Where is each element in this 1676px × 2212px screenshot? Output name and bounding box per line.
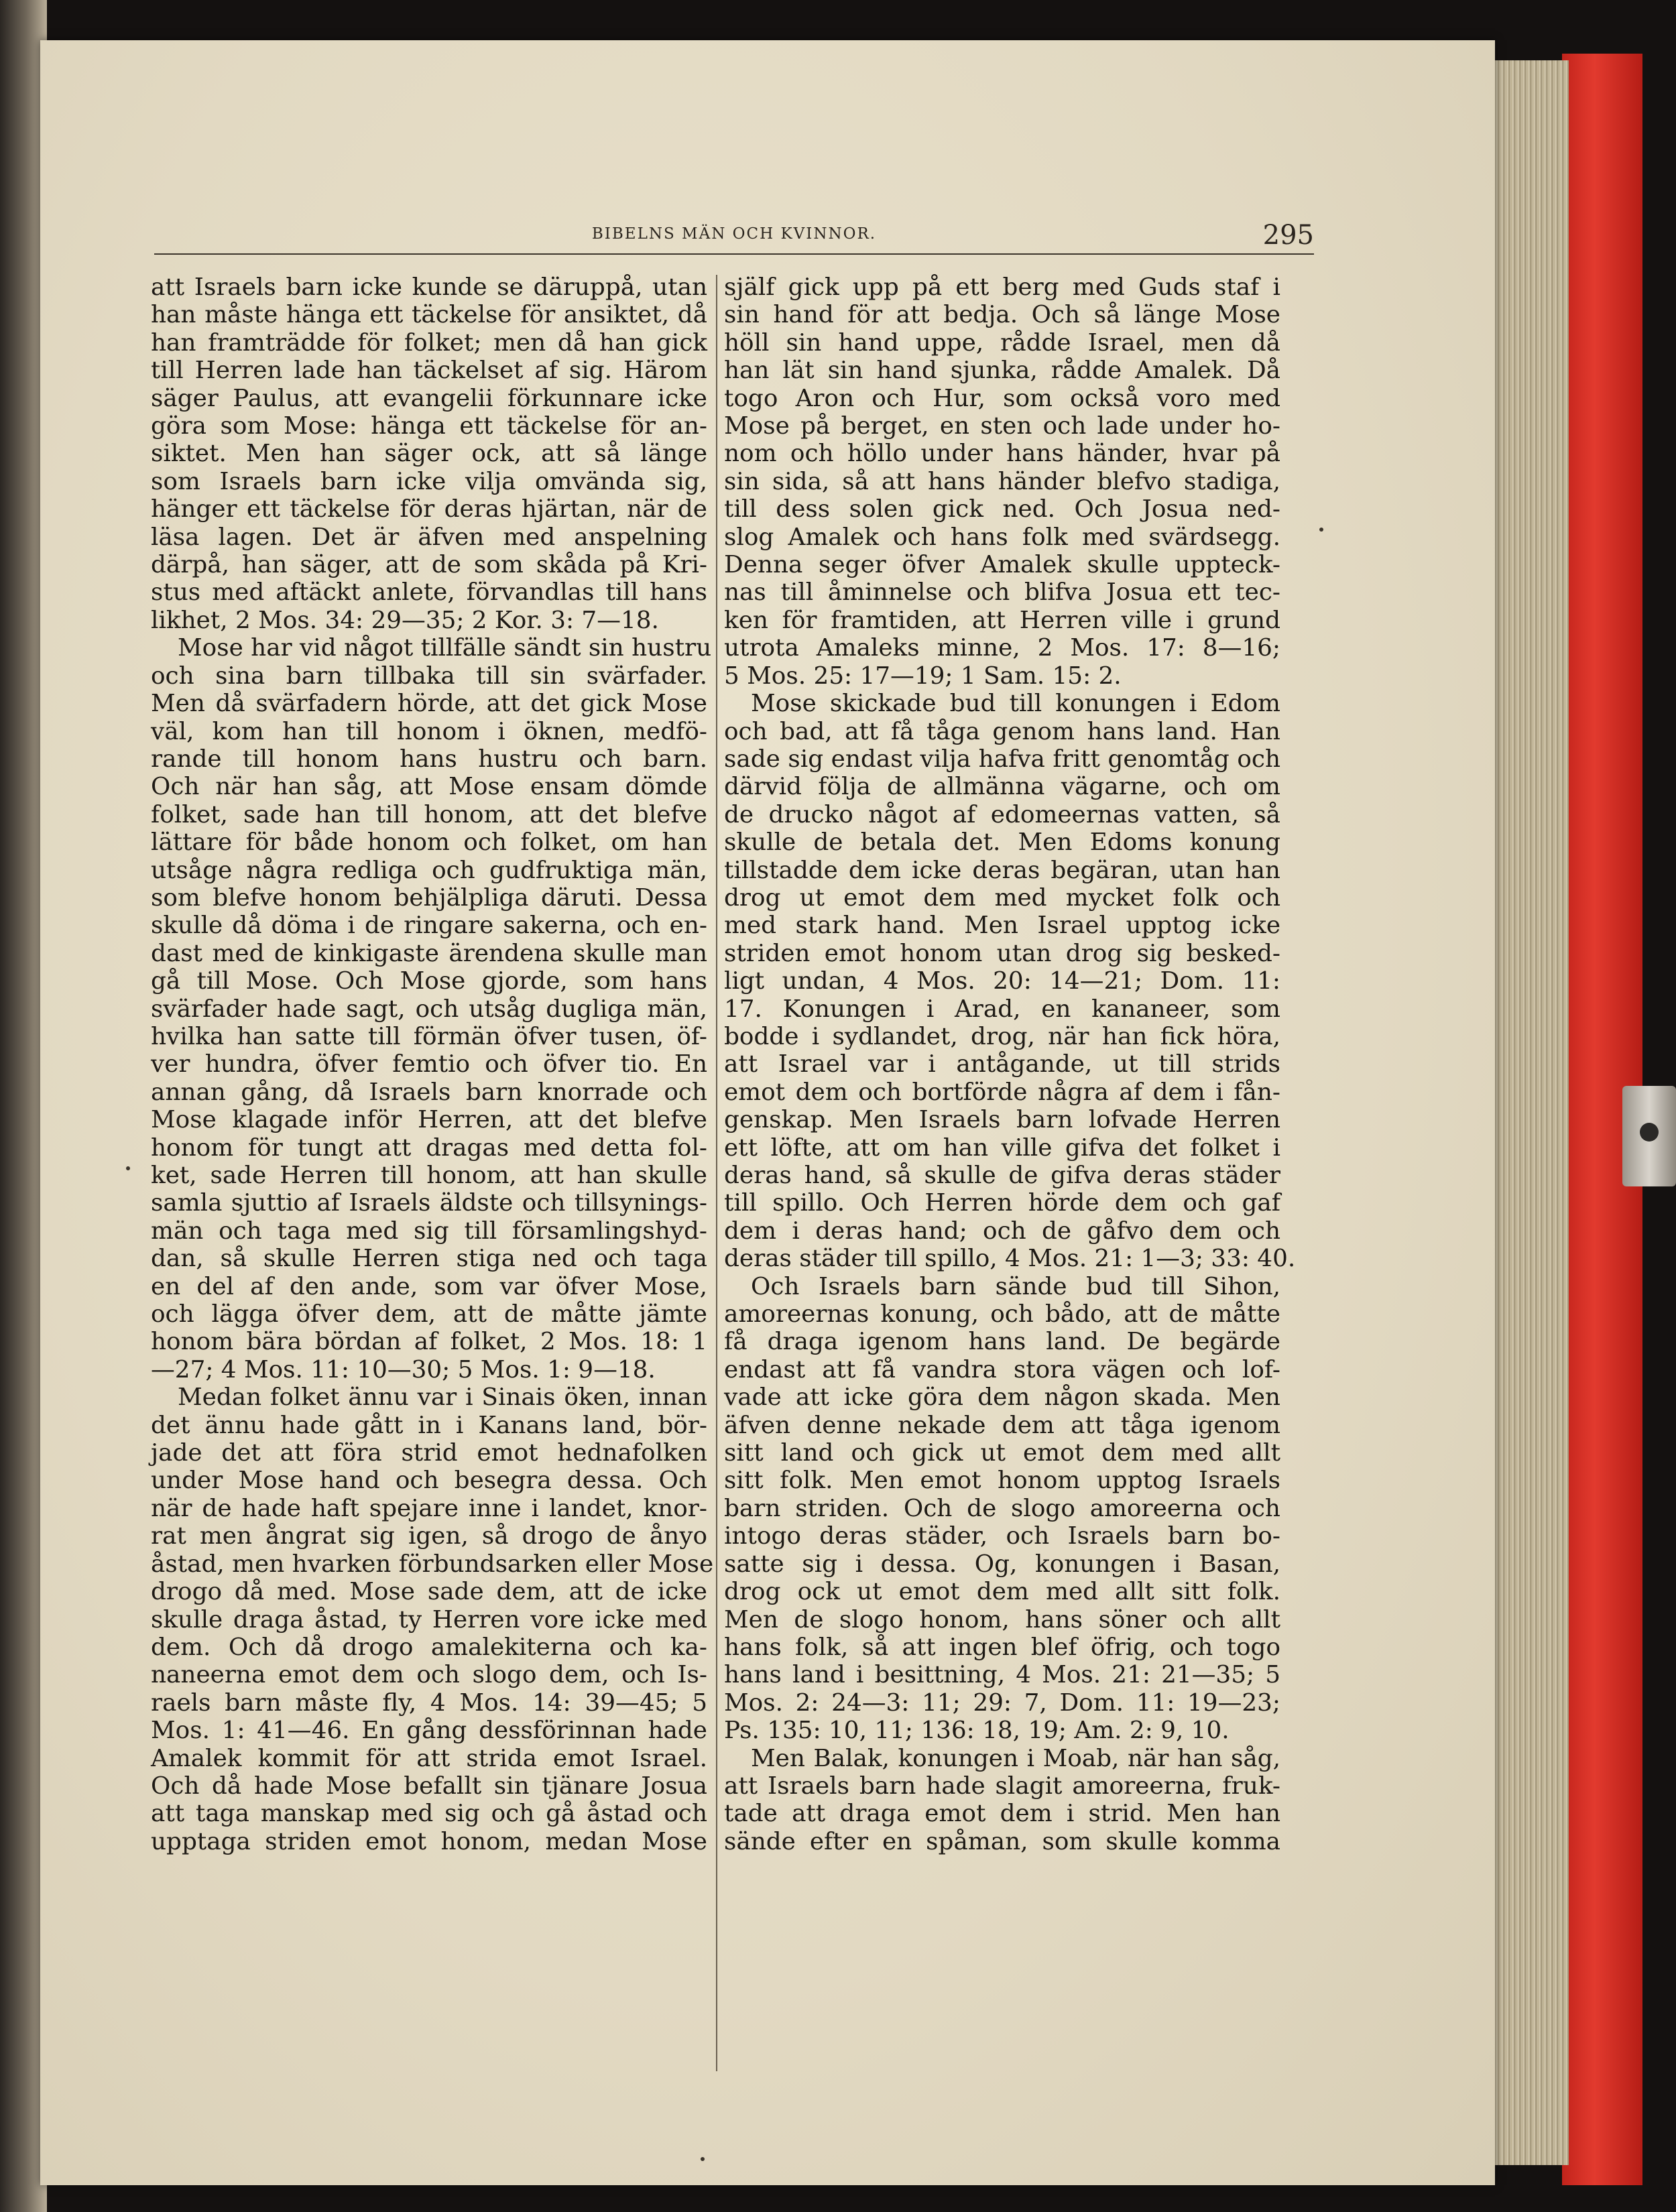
text-line: utsåge några redliga och gudfruktiga män, [151, 856, 707, 884]
text-line: sin hand för att bedja. Och så länge Mose [724, 301, 1280, 329]
text-line: striden emot honom utan drog sig besked- [724, 939, 1280, 967]
text-line: upptaga striden emot honom, medan Mose [151, 1827, 707, 1855]
text-line: därpå, han säger, att de som skåda på Kri- [151, 551, 707, 579]
left-column [151, 273, 714, 2083]
text-line: Medan folket ännu var i Sinais öken, innan [178, 1384, 707, 1412]
text-line: 17. Konungen i Arad, en kananeer, som [724, 995, 1280, 1023]
text-line: samla sjuttio af Israels äldste och tillsynings- [151, 1189, 707, 1217]
text-line: till dess solen gick ned. Och Josua ned- [724, 495, 1280, 524]
text-line: folket, sade han till honom, att det blefve [151, 800, 707, 828]
text-line: drogo då med. Mose sade dem, att de icke [151, 1578, 707, 1606]
text-line: äfven denne nekade dem att tåga igenom [724, 1411, 1280, 1439]
text-line: tade att draga emot dem i strid. Men han [724, 1800, 1280, 1828]
text-line: Mose skickade bud till konungen i Edom [751, 690, 1280, 718]
text-line: Mose har vid något tillfälle sändt sin hustru [178, 634, 712, 662]
text-line: stus med aftäckt anlete, förvandlas till hans [151, 578, 707, 607]
page-clip [1622, 1086, 1676, 1186]
text-line: under Mose hand och besegra dessa. Och [151, 1467, 707, 1495]
text-line: Ps. 135: 10, 11; 136: 18, 19; Am. 2: 9, 10. [724, 1717, 1230, 1745]
text-line: sände efter en spåman, som skulle komma [724, 1827, 1280, 1855]
text-line: endast att få vandra stora vägen och lof- [724, 1355, 1280, 1384]
text-line: deras städer till spillo, 4 Mos. 21: 1—3; 33: 40. [724, 1245, 1296, 1273]
text-line: därvid följa de allmänna vägarne, och om [724, 773, 1280, 801]
text-line: bodde i sydlandet, drog, när han fick höra, [724, 1022, 1280, 1050]
text-line: dem. Och då drogo amalekiterna och ka- [151, 1633, 707, 1661]
ink-speck [126, 1166, 130, 1170]
text-line: nom och höllo under hans händer, hvar på [724, 440, 1280, 468]
text-line: dan, så skulle Herren stiga ned och taga [151, 1245, 707, 1273]
text-line: rande till honom hans hustru och barn. [151, 745, 707, 773]
text-line: själf gick upp på ett berg med Guds staf i [724, 273, 1280, 301]
text-line: tillstadde dem icke deras begäran, utan han [724, 856, 1280, 884]
text-line: hänger ett täckelse för deras hjärtan, när de [151, 495, 707, 524]
text-line: genskap. Men Israels barn lofvade Herren [724, 1106, 1280, 1134]
text-line: Och då hade Mose befallt sin tjänare Josua [151, 1772, 707, 1800]
text-line: Denna seger öfver Amalek skulle uppteck- [724, 551, 1280, 579]
text-line: till spillo. Och Herren hörde dem och gaf [724, 1189, 1280, 1217]
text-line: en del af den ande, som var öfver Mose, [151, 1272, 707, 1300]
text-line: läsa lagen. Det är äfven med anspelning [151, 523, 707, 551]
text-line: Mose klagade inför Herren, att det blefve [151, 1106, 707, 1134]
text-line: Men de slogo honom, hans söner och allt [724, 1605, 1280, 1634]
text-line: som blefve honom behjälpliga däruti. Dessa [151, 883, 707, 912]
text-line: 5 Mos. 25: 17—19; 1 Sam. 15: 2. [724, 662, 1122, 690]
text-line: till Herren lade han täckelset af sig. Härom [151, 357, 707, 385]
text-line: Mose på berget, en sten och lade under ho- [724, 412, 1280, 440]
text-line: ket, sade Herren till honom, att han skulle [151, 1162, 707, 1189]
text-line: och lägga öfver dem, att de måtte jämte [151, 1300, 707, 1329]
text-line: hans land i besittning, 4 Mos. 21: 21—35; 5 [724, 1661, 1280, 1689]
text-line: hvilka han satte till förmän öfver tusen, öf- [151, 1022, 707, 1050]
text-line: Mos. 1: 41—46. En gång dessförinnan hade [151, 1717, 707, 1745]
text-line: likhet, 2 Mos. 34: 29—35; 2 Kor. 3: 7—18. [151, 606, 659, 634]
clip-hole [1640, 1123, 1659, 1142]
text-line: han lät sin hand sjunka, rådde Amalek. Då [724, 357, 1280, 385]
text-line: honom bära bördan af folket, 2 Mos. 18: 1 [151, 1328, 707, 1356]
text-line: satte sig i dessa. Og, konungen i Basan, [724, 1550, 1280, 1578]
text-line: amoreernas konung, och bådo, att de måtte [724, 1300, 1280, 1329]
text-line: Och Israels barn sände bud till Sihon, [751, 1272, 1280, 1300]
text-line: sitt folk. Men emot honom upptog Israels [724, 1467, 1280, 1495]
text-line: att taga manskap med sig och gå åstad och [151, 1800, 707, 1828]
text-line: slog Amalek och hans folk med svärdsegg. [724, 523, 1280, 551]
text-line: Men då svärfadern hörde, att det gick Mose [151, 690, 707, 718]
column-divider [716, 275, 717, 2071]
text-line: hans folk, så att ingen blef öfrig, och togo [724, 1633, 1280, 1661]
text-line: ken för framtiden, att Herren ville i grund [724, 606, 1280, 634]
text-line: Men Balak, konungen i Moab, när han såg, [751, 1744, 1280, 1772]
text-line: rat men ångrat sig igen, så drogo de ånyo [151, 1522, 707, 1550]
text-line: väl, kom han till honom i öknen, medfö- [151, 717, 707, 745]
text-line: åstad, men hvarken förbundsarken eller Mose [151, 1550, 714, 1578]
text-line: drog ock ut emot dem med allt sitt folk. [724, 1578, 1280, 1606]
text-line: ver hundra, öfver femtio och öfver tio. En [151, 1050, 707, 1079]
text-line: skulle då döma i de ringare sakerna, och en- [151, 912, 707, 940]
text-line: svärfader hade sagt, och utsåg dugliga män, [151, 995, 707, 1023]
text-line: att Israels barn icke kunde se däruppå, utan [151, 273, 707, 301]
page-stack-edge [1495, 60, 1569, 2165]
text-line: Och när han såg, att Mose ensam dömde [151, 773, 707, 801]
text-line: drog ut emot dem med mycket folk och [724, 883, 1280, 912]
text-line: sitt land och gick ut emot dem med allt [724, 1439, 1280, 1467]
text-line: skulle de betala det. Men Edoms konung [724, 828, 1280, 857]
text-line: göra som Mose: hänga ett täckelse för an- [151, 412, 707, 440]
right-column [724, 273, 1296, 2083]
text-line: dem i deras hand; och de gåfvo dem och [724, 1217, 1280, 1245]
text-line: säger Paulus, att evangelii förkunnare icke [151, 384, 707, 412]
text-line: det ännu hade gått in i Kanans land, bör- [151, 1411, 707, 1439]
text-line: höll sin hand uppe, rådde Israel, men då [724, 328, 1280, 357]
text-line: han måste hänga ett täckelse för ansiktet, då [151, 301, 707, 329]
text-line: skulle draga åstad, ty Herren vore icke med [151, 1605, 707, 1634]
text-line: siktet. Men han säger ock, att så länge [151, 440, 707, 468]
text-line: att Israels barn hade slagit amoreerna, fruk- [724, 1772, 1280, 1800]
text-line: raels barn måste fly, 4 Mos. 14: 39—45; 5 [151, 1688, 707, 1717]
text-line: som Israels barn icke vilja omvända sig, [151, 467, 707, 495]
text-line: och sina barn tillbaka till sin svärfader. [151, 662, 707, 690]
text-line: när de hade haft spejare inne i landet, knor- [151, 1494, 707, 1522]
text-line: honom för tungt att dragas med detta fol- [151, 1133, 707, 1162]
text-line: utrota Amaleks minne, 2 Mos. 17: 8—16; [724, 634, 1280, 662]
text-line: att Israel var i antågande, ut till strids [724, 1050, 1280, 1079]
text-line: sin sida, så att hans händer blefvo stadiga, [724, 467, 1280, 495]
text-line: Mos. 2: 24—3: 11; 29: 7, Dom. 11: 19—23; [724, 1688, 1280, 1717]
text-line: med stark hand. Men Israel upptog icke [724, 912, 1280, 940]
text-line: han framträdde för folket; men då han gick [151, 328, 707, 357]
text-line: nas till åminnelse och blifva Josua ett tec- [724, 578, 1280, 607]
text-line: —27; 4 Mos. 11: 10—30; 5 Mos. 1: 9—18. [151, 1355, 656, 1384]
text-line: ett löfte, att om han ville gifva det folket i [724, 1133, 1280, 1162]
text-line: togo Aron och Hur, som också voro med [724, 384, 1280, 412]
text-line: och bad, att få tåga genom hans land. Han [724, 717, 1280, 745]
text-line: de drucko något af edomeernas vatten, så [724, 800, 1280, 828]
text-line: sade sig endast vilja hafva fritt genomtåg och [724, 745, 1280, 773]
ink-speck [701, 2157, 705, 2161]
ink-speck [1319, 528, 1323, 532]
text-line: intogo deras städer, och Israels barn bo- [724, 1522, 1280, 1550]
text-line: få draga igenom hans land. De begärde [724, 1328, 1280, 1356]
running-head: BIBELNS MÄN OCH KVINNOR. [591, 225, 877, 243]
text-line: ligt undan, 4 Mos. 20: 14—21; Dom. 11: [724, 967, 1280, 995]
text-line: deras hand, så skulle de gifva deras städer [724, 1162, 1280, 1189]
text-line: emot dem och bortförde några af dem i fån- [724, 1078, 1280, 1106]
text-line: vade att icke göra dem någon skada. Men [724, 1384, 1280, 1412]
text-line: naneerna emot dem och slogo dem, och Is- [151, 1661, 707, 1689]
text-line: jade det att föra strid emot hednafolken [151, 1439, 707, 1467]
text-line: män och taga med sig till församlingshyd- [151, 1217, 707, 1245]
text-line: dast med de kinkigaste ärendena skulle man [151, 939, 707, 967]
text-line: barn striden. Och de slogo amoreerna och [724, 1494, 1280, 1522]
text-line: gå till Mose. Och Mose gjorde, som hans [151, 967, 707, 995]
text-line: Amalek kommit för att strida emot Israel. [151, 1744, 707, 1772]
page-header [154, 220, 1314, 255]
text-line: lättare för både honom och folket, om han [151, 828, 707, 857]
text-line: annan gång, då Israels barn knorrade och [151, 1078, 707, 1106]
page-number: 295 [1262, 220, 1314, 251]
